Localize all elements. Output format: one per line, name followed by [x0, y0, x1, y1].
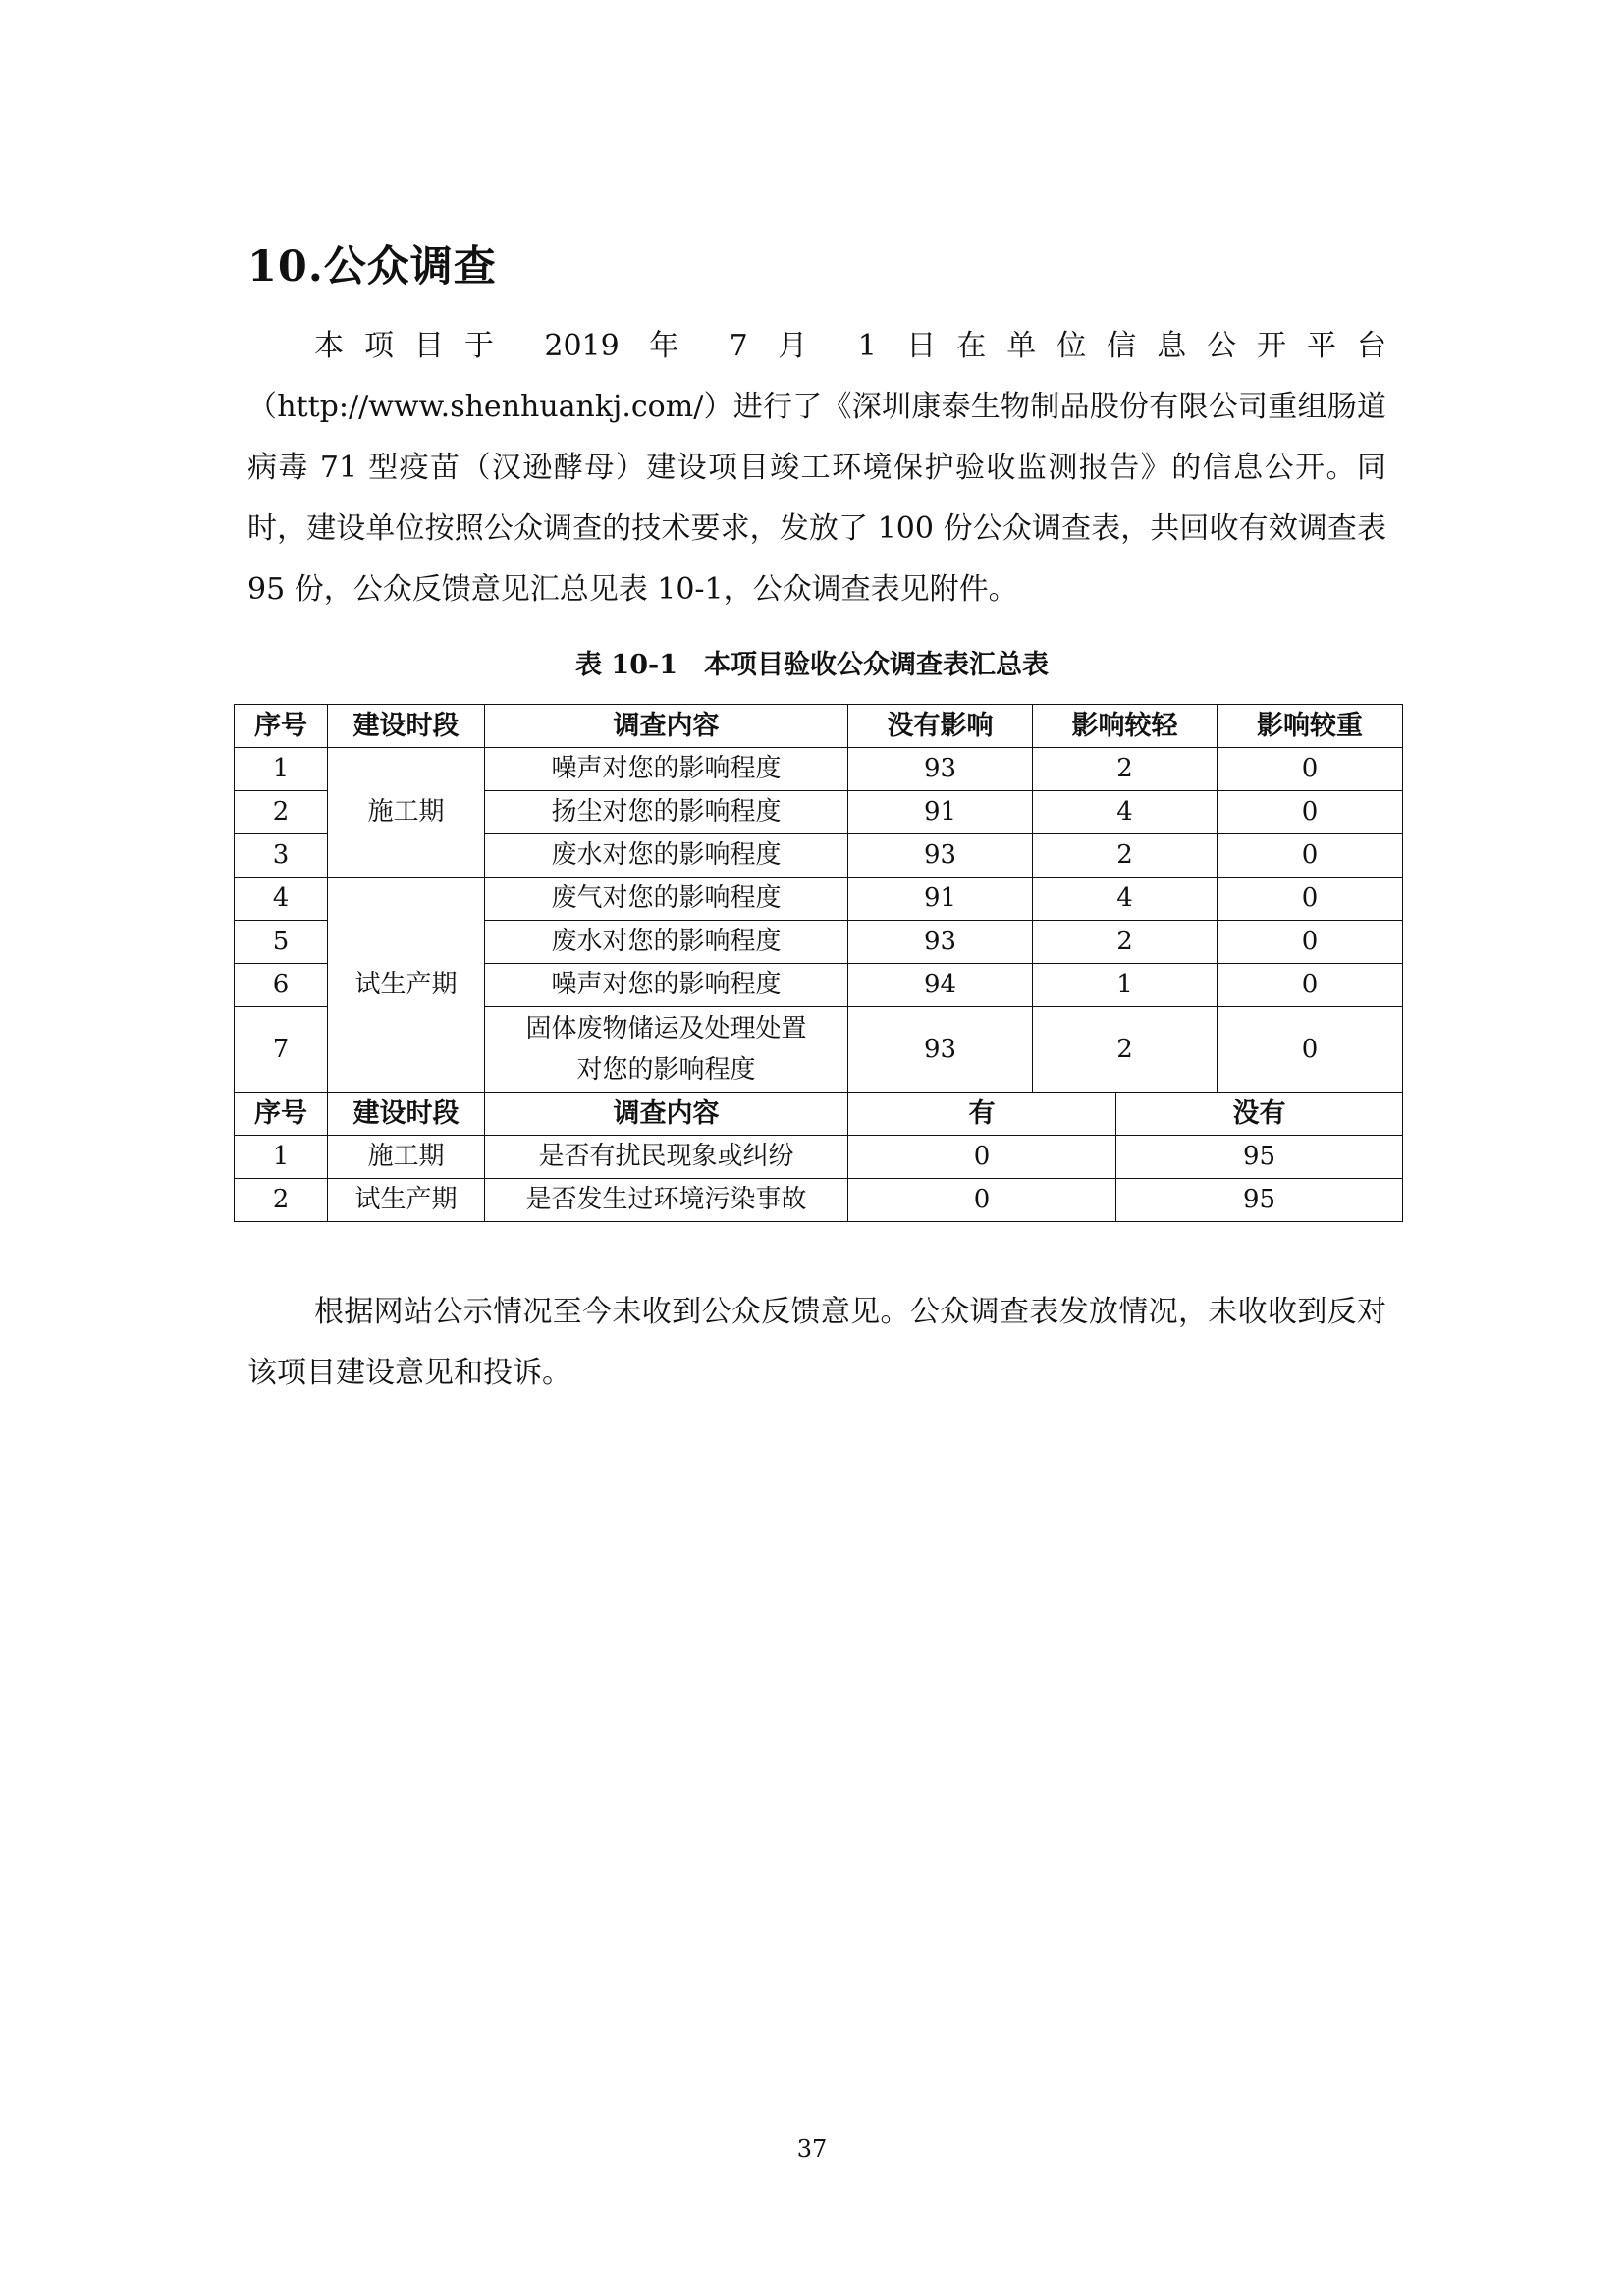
row-light: 2 [1033, 748, 1218, 791]
table-header-row [235, 705, 1403, 748]
row-no: 1 [235, 1136, 328, 1179]
row-content-line: 对您的影响程度 [576, 1055, 756, 1085]
header2-period: 建设时段 [328, 1093, 485, 1136]
row-light: 2 [1033, 1007, 1218, 1093]
intro-paragraph: 本项目于 2019 年 7 月 1 日在单位信息公开平台（http://www.shenhuankj.com/）进行了《深圳康泰生物制品股份有限公司重组肠道病毒 71 型疫苗（汉逊酵母）建设项目竣工环境保护验收监测报告》的信息公开。同时，建设单位按照公众调查的技术要求，发放了 100 份公众调查表，共回收有效调查表 95 份，公众反馈意见汇总见表 10-1，公众调查表见附件。 [247, 329, 1386, 607]
table2-header-row [235, 1093, 1403, 1136]
row-none: 93 [848, 834, 1033, 878]
row-content: 噪声对您的影响程度 [485, 748, 848, 791]
row-light: 1 [1033, 964, 1218, 1007]
row-yes: 0 [848, 1179, 1116, 1222]
row-heavy: 0 [1218, 1007, 1403, 1093]
row-heavy: 0 [1218, 964, 1403, 1007]
row-none: 94 [848, 964, 1033, 1007]
row-content: 扬尘对您的影响程度 [485, 791, 848, 834]
header2-no: 序号 [235, 1093, 328, 1136]
row-content-line: 固体废物储运及处理处置 [525, 1014, 807, 1043]
header-light-impact: 影响较轻 [1033, 705, 1218, 748]
row-light: 2 [1033, 834, 1218, 878]
row-content: 废水对您的影响程度 [485, 921, 848, 964]
row-content: 噪声对您的影响程度 [485, 964, 848, 1007]
header-heavy-impact: 影响较重 [1218, 705, 1403, 748]
closing-paragraph: 根据网站公示情况至今未收到公众反馈意见。公众调查表发放情况，未收收到反对该项目建设意见和投诉。 [247, 1295, 1386, 1390]
row-light: 2 [1033, 921, 1218, 964]
row-no: 5 [235, 921, 328, 964]
header2-no-val: 没有 [1116, 1093, 1403, 1136]
row-content [485, 1007, 848, 1093]
header2-yes: 有 [848, 1093, 1116, 1136]
row-no-val: 95 [1116, 1179, 1403, 1222]
row-none: 91 [848, 878, 1033, 921]
table-row [235, 748, 1403, 791]
row-no: 6 [235, 964, 328, 1007]
row-none: 93 [848, 921, 1033, 964]
row-content: 废水对您的影响程度 [485, 834, 848, 878]
table-row [235, 878, 1403, 921]
header-period: 建设时段 [328, 705, 485, 748]
row-none: 91 [848, 791, 1033, 834]
table-row [235, 1136, 1403, 1179]
period-cell: 试生产期 [328, 878, 485, 1093]
row-content: 是否有扰民现象或纠纷 [485, 1136, 848, 1179]
row-none: 93 [848, 748, 1033, 791]
survey-summary-table [234, 704, 1403, 1222]
row-heavy: 0 [1218, 748, 1403, 791]
header2-content: 调查内容 [485, 1093, 848, 1136]
page-number: 37 [796, 2135, 828, 2163]
row-heavy: 0 [1218, 921, 1403, 964]
header-no-impact: 没有影响 [848, 705, 1033, 748]
row-none: 93 [848, 1007, 1033, 1093]
row-no: 3 [235, 834, 328, 878]
period-cell: 试生产期 [328, 1179, 485, 1222]
period-cell: 施工期 [328, 1136, 485, 1179]
row-no-val: 95 [1116, 1136, 1403, 1179]
section-title: 10.公众调查 [247, 242, 497, 292]
row-content: 废气对您的影响程度 [485, 878, 848, 921]
row-light: 4 [1033, 878, 1218, 921]
row-no: 7 [235, 1007, 328, 1093]
header-content: 调查内容 [485, 705, 848, 748]
row-heavy: 0 [1218, 834, 1403, 878]
row-no: 2 [235, 791, 328, 834]
row-heavy: 0 [1218, 791, 1403, 834]
row-no: 1 [235, 748, 328, 791]
row-no: 4 [235, 878, 328, 921]
row-content: 是否发生过环境污染事故 [485, 1179, 848, 1222]
table-row [235, 1179, 1403, 1222]
period-cell: 施工期 [328, 748, 485, 878]
header-no: 序号 [235, 705, 328, 748]
row-no: 2 [235, 1179, 328, 1222]
row-yes: 0 [848, 1136, 1116, 1179]
row-light: 4 [1033, 791, 1218, 834]
table-caption: 表 10-1 本项目验收公众调查表汇总表 [575, 650, 1049, 680]
row-heavy: 0 [1218, 878, 1403, 921]
